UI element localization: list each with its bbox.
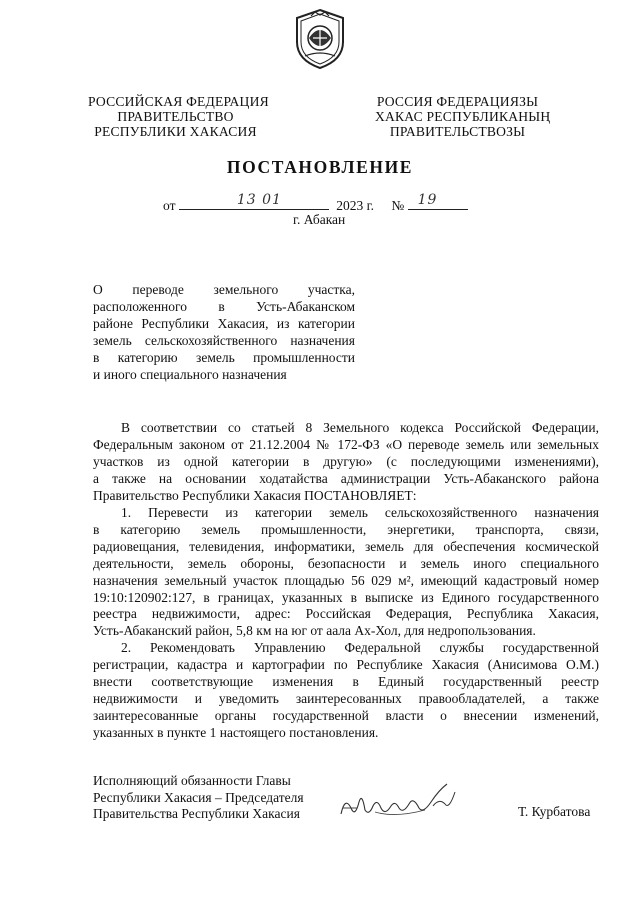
preamble-line: В соответствии со статьей 8 Земельного кодекса Российской Федерации, — [121, 420, 599, 435]
item1-line: 1. Перевести из категории земель сельскохозяйственного назначения — [121, 504, 599, 520]
date-blank — [179, 192, 329, 210]
item2-line: 2. Рекомендовать Управлению Федеральной службы государственной — [121, 640, 599, 656]
handwritten-number: 19 — [417, 192, 438, 208]
number-blank — [408, 192, 468, 210]
subject-line: земель сельскохозяйственного назначения — [93, 332, 355, 348]
year-label: 2023 г. — [336, 198, 374, 213]
item2-line: недвижимости и уведомить заинтересованных правообладателей, а также — [93, 691, 599, 707]
coat-of-arms-emblem — [291, 8, 349, 70]
item1-line: Усть-Абаканский район, 5,8 км на юг от аала Ах-Хол, для недропользования. — [93, 623, 536, 639]
header-right-line: ХАКАС РЕСПУБЛИКАНЫҢ — [375, 109, 551, 124]
preamble-line: Федеральным законом от 21.12.2004 № 172-ФЗ «О переводе земель или земельных — [93, 436, 599, 452]
signatory-position-line: Республики Хакасия – Председателя — [93, 789, 304, 805]
header-left-line: РЕСПУБЛИКИ ХАКАСИЯ — [94, 124, 257, 139]
header-left-line: РОССИЙСКАЯ ФЕДЕРАЦИЯ — [88, 94, 269, 109]
header-right-line: РОССИЯ ФЕДЕРАЦИЯЗЫ — [376, 94, 539, 109]
item2-line: регистрации, кадастра и картографии по Республике Хакасия (Анисимова О.М.) — [93, 657, 599, 673]
subject-line: расположенного в Усть-Абаканском — [93, 298, 355, 314]
signatory-position-line: Исполняющий обязанности Главы — [93, 773, 291, 788]
header-left — [88, 94, 269, 139]
number-label: № — [391, 198, 405, 213]
preamble-line: а также на основании ходатайства администрации Усть-Абаканского района — [93, 470, 599, 486]
item2-line: заинтересованные органы государственной власти о внесении изменений, — [93, 708, 599, 724]
item2-line: указанных в пункте 1 настоящего постановления. — [93, 725, 379, 741]
header-right — [375, 94, 551, 139]
item1-line: в категорию земель промышленности, энергетики, транспорта, связи, — [93, 521, 599, 537]
subject-line: в категорию земель промышленности — [93, 349, 355, 365]
item2-line: внести соответствующие изменения в Единый государственный реестр — [93, 674, 599, 690]
preamble-line: участков из одной категории в другую» (с последующими изменениями), — [93, 453, 599, 469]
document-body — [93, 420, 599, 742]
document-subject — [93, 282, 355, 383]
city-label: г. Абакан — [293, 212, 346, 227]
item1-line: реестра недвижимости, адрес: Российская Федерация, Республика Хакасия, — [93, 606, 599, 622]
item1-line: 19:10:120902:127, в границах, указанных в выписке из Единого государственного — [93, 589, 599, 605]
handwritten-signature — [335, 778, 465, 822]
header-right-line: ПРАВИТЕЛЬСТВОЗЫ — [389, 124, 526, 139]
from-label: от — [163, 198, 176, 213]
subject-line: и иного специального назначения — [93, 366, 287, 382]
item1-line: деятельности, земель обороны, безопасности и земель иного специального — [93, 555, 599, 571]
handwritten-date: 13 01 — [236, 192, 282, 208]
item1-line: радиовещания, телевидения, информатики, земель для обеспечения космической — [93, 538, 599, 554]
signatory-position-line: Правительства Республики Хакасия — [93, 806, 300, 821]
preamble-line: Правительство Республики Хакасия ПОСТАНОВЛЯЕТ: — [93, 487, 417, 503]
subject-line: О переводе земельного участка, — [93, 282, 355, 297]
signatory-position — [93, 773, 304, 823]
item1-line: назначения земельный участок площадью 56 029 м², имеющий кадастровый номер — [93, 572, 599, 588]
subject-line: районе Республики Хакасия, из категории — [93, 315, 355, 331]
header-left-line: ПРАВИТЕЛЬСТВО — [117, 109, 234, 124]
signatory-name: Т. Курбатова — [518, 804, 591, 819]
document-title: ПОСТАНОВЛЕНИЕ — [226, 157, 414, 177]
